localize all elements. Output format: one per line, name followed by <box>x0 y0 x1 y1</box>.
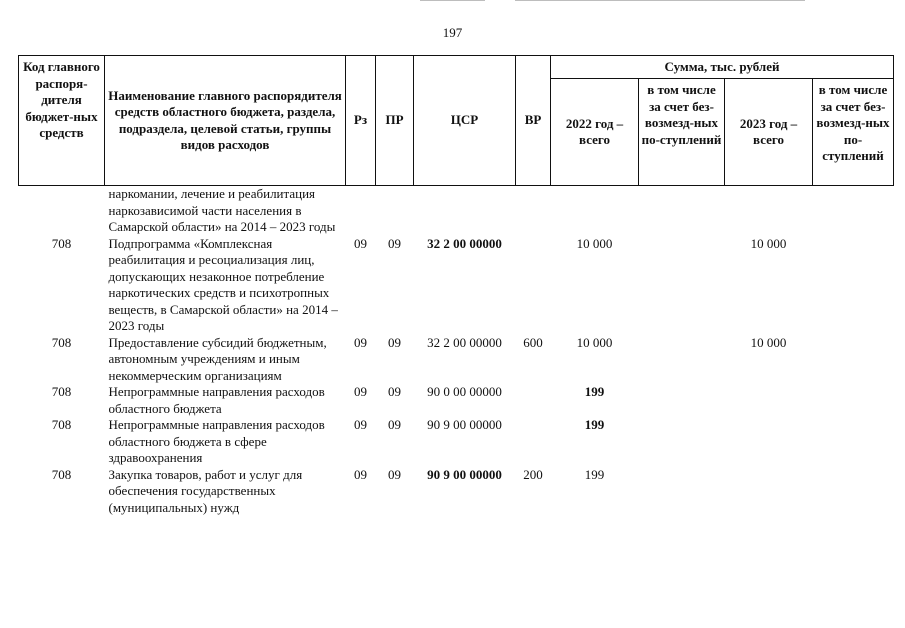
cell-2023-total <box>725 384 813 417</box>
cell-2022-total: 10 000 <box>576 235 613 251</box>
cell-2023-gratuitous <box>813 384 894 417</box>
header-sum-group: Сумма, тыс. рублей <box>551 56 894 79</box>
table-header <box>19 56 894 186</box>
cell-2022-gratuitous <box>639 467 725 517</box>
cell-code: 708 <box>51 417 72 432</box>
cell-csr: 32 2 00 00000 <box>427 334 502 350</box>
cell-csr <box>414 186 516 236</box>
cell-2022-total: 10 000 <box>576 334 613 350</box>
cell-2023-gratuitous <box>813 467 894 517</box>
table-row <box>19 384 894 417</box>
header-pr: ПР <box>376 56 414 186</box>
cell-rz: 09 <box>354 466 367 482</box>
cell-vr <box>516 236 551 335</box>
header-2023-gratuitous: в том числе за счет без-возмезд-ных по-ступлений <box>813 79 894 186</box>
cell-vr <box>516 384 551 417</box>
cell-2023-gratuitous <box>813 236 894 335</box>
header-name: Наименование главного распорядителя средств областного бюджета, раздела, подраздела, целевой статьи, группы видов расходов <box>105 56 346 186</box>
cell-2022-gratuitous <box>639 335 725 385</box>
page-number: 197 <box>442 25 463 40</box>
cell-code: 708 <box>51 334 72 350</box>
table-row <box>19 417 894 467</box>
header-vr: ВР <box>516 56 551 186</box>
cell-2022-gratuitous <box>639 417 725 467</box>
cell-name: Закупка товаров, работ и услуг для обеспечения государственных (муниципальных) нужд <box>108 466 303 515</box>
header-2022-total: 2022 год – всего <box>551 79 639 186</box>
cell-code: 708 <box>51 384 72 399</box>
table-row <box>19 467 894 517</box>
cell-rz: 09 <box>354 235 367 251</box>
cell-vr: 200 <box>523 466 543 482</box>
cell-rz: 09 <box>354 334 367 350</box>
header-2022-gratuitous: в том числе за счет без-возмезд-ных по-ступлений <box>639 79 725 186</box>
cell-2022-total <box>551 186 639 236</box>
cell-name: Непрограммные направления расходов областного бюджета в сфере здравоохранения <box>108 417 325 465</box>
budget-table <box>18 55 894 516</box>
cell-name: Предоставление субсидий бюджетным, автономным учреждениям и иным некоммерческим организациям <box>108 334 327 383</box>
cell-2022-gratuitous <box>639 384 725 417</box>
cell-2023-total <box>725 467 813 517</box>
table-row <box>19 335 894 385</box>
cell-pr: 09 <box>388 466 401 482</box>
cell-vr <box>516 417 551 467</box>
scan-edge-line <box>420 0 485 1</box>
header-rz: Рз <box>346 56 376 186</box>
cell-2022-gratuitous <box>639 236 725 335</box>
table-body <box>19 186 894 517</box>
cell-pr: 09 <box>388 384 401 399</box>
cell-rz: 09 <box>354 417 367 432</box>
cell-2023-gratuitous <box>813 186 894 236</box>
cell-code: 708 <box>51 235 72 251</box>
cell-name: наркомании, лечение и реабилитация наркозависимой части населения в Самарской области» на 2014 – 2023 годы <box>108 186 336 234</box>
cell-2023-total: 10 000 <box>750 235 787 251</box>
cell-pr: 09 <box>388 235 401 251</box>
cell-2022-total: 199 <box>584 384 605 399</box>
header-2023-total: 2023 год – всего <box>725 79 813 186</box>
cell-code: 708 <box>51 466 72 482</box>
cell-2023-total <box>725 417 813 467</box>
cell-rz <box>346 186 376 236</box>
cell-pr: 09 <box>388 417 401 432</box>
cell-csr: 90 9 00 00000 <box>427 466 502 482</box>
cell-2023-total: 10 000 <box>750 334 787 350</box>
cell-csr: 32 2 00 00000 <box>427 235 502 251</box>
cell-vr: 600 <box>523 334 543 350</box>
cell-csr: 90 0 00 00000 <box>427 384 502 399</box>
cell-code <box>19 186 105 236</box>
cell-vr <box>516 186 551 236</box>
table-row <box>19 186 894 236</box>
cell-pr: 09 <box>388 334 401 350</box>
cell-2022-total: 199 <box>584 466 605 482</box>
cell-2023-gratuitous <box>813 417 894 467</box>
header-csr: ЦСР <box>414 56 516 186</box>
cell-rz: 09 <box>354 384 367 399</box>
cell-2023-gratuitous <box>813 335 894 385</box>
cell-name: Подпрограмма «Комплексная реабилитация и ресоциализация лиц, допускающих незаконное потребление наркотических средств и психотропных веществ, в Самарской области» на 2014 – 2023 годы <box>108 235 338 333</box>
header-code: Код главного распоря-дителя бюджет-ных средств <box>19 56 105 186</box>
table-row <box>19 236 894 335</box>
cell-name: Непрограммные направления расходов областного бюджета <box>108 384 325 416</box>
cell-2023-total <box>725 186 813 236</box>
cell-2022-gratuitous <box>639 186 725 236</box>
scan-edge-line <box>515 0 805 1</box>
cell-2022-total: 199 <box>584 417 605 432</box>
cell-csr: 90 9 00 00000 <box>427 417 502 432</box>
cell-pr <box>376 186 414 236</box>
